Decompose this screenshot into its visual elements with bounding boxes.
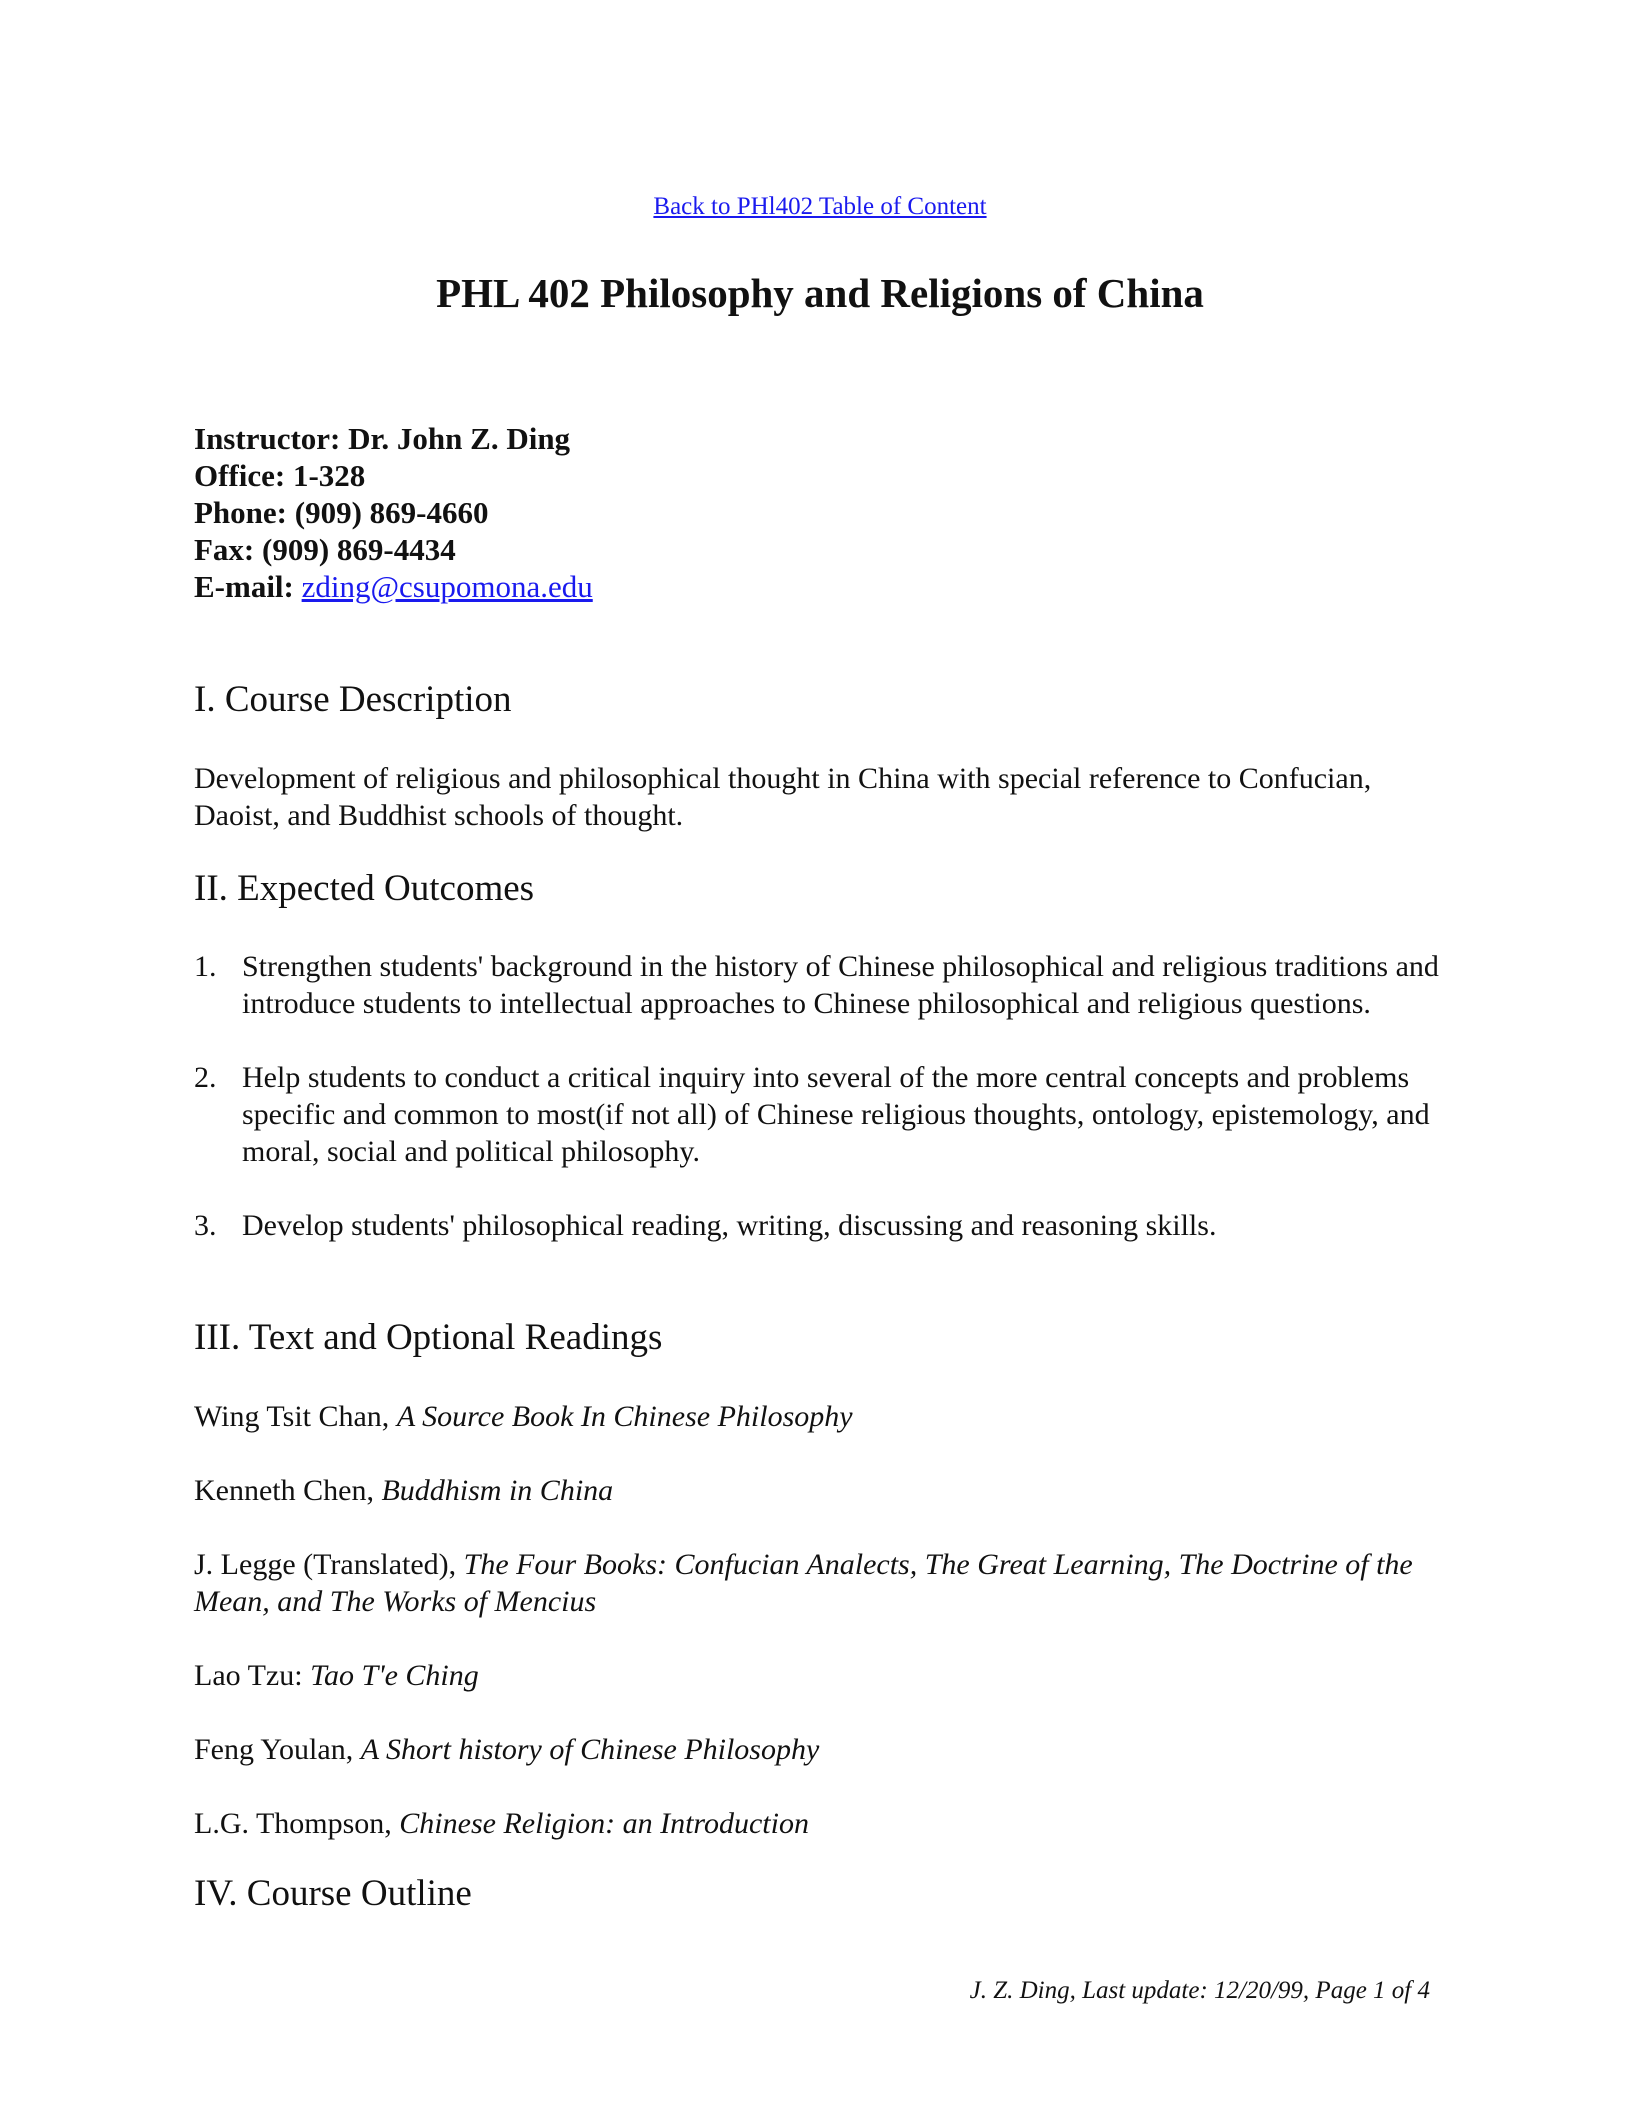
reading-item bbox=[194, 1398, 1454, 1435]
phone-line: Phone: (909) 869-4660 bbox=[194, 495, 489, 530]
list-item-number: 2. bbox=[194, 1061, 217, 1094]
section-heading-readings: III. Text and Optional Readings bbox=[194, 1317, 663, 1358]
reading-author: Feng Youlan, bbox=[194, 1733, 361, 1766]
list-item bbox=[194, 1207, 1454, 1244]
list-item-text: Strengthen students' background in the history of Chinese philosophical and religious traditions and introduce students to intellectual approaches to Chinese philosophical and religious questions. bbox=[242, 950, 1439, 1020]
email-link[interactable]: zding@csupomona.edu bbox=[301, 569, 593, 604]
reading-author: J. Legge (Translated), bbox=[194, 1548, 464, 1581]
page-title: PHL 402 Philosophy and Religions of China bbox=[436, 270, 1204, 316]
reading-item bbox=[194, 1546, 1454, 1620]
reading-author: Wing Tsit Chan, bbox=[194, 1400, 397, 1433]
list-item bbox=[194, 1059, 1454, 1170]
back-to-toc-link[interactable]: Back to PHl402 Table of Content bbox=[653, 193, 987, 220]
reading-title: The Four Books: Confucian Analects, The Great Learning, The Doctrine of the Mean, and The Works of Mencius bbox=[194, 1548, 1413, 1618]
email-label: E-mail: bbox=[194, 569, 294, 604]
section-heading-course-description: I. Course Description bbox=[194, 679, 512, 720]
reading-item bbox=[194, 1731, 1454, 1768]
reading-title: A Source Book In Chinese Philosophy bbox=[396, 1400, 853, 1433]
course-description-text: Development of religious and philosophical thought in China with special reference to Confucian, Daoist, and Buddhist schools of thought. bbox=[194, 762, 1372, 832]
email-line bbox=[194, 568, 1454, 605]
reading-author: Kenneth Chen, bbox=[194, 1474, 382, 1507]
instructor-line: Instructor: Dr. John Z. Ding bbox=[194, 421, 571, 456]
outcomes-list bbox=[194, 948, 1454, 1281]
back-link-container bbox=[0, 192, 1640, 222]
readings-list bbox=[194, 1398, 1454, 1879]
reading-title: Buddhism in China bbox=[381, 1474, 614, 1507]
reading-title: Chinese Religion: an Introduction bbox=[399, 1807, 809, 1840]
page-footer: J. Z. Ding, Last update: 12/20/99, Page 1 of 4 bbox=[969, 1977, 1430, 2004]
reading-item bbox=[194, 1657, 1454, 1694]
list-item-text: Develop students' philosophical reading, writing, discussing and reasoning skills. bbox=[242, 1209, 1217, 1242]
section-heading-course-outline: IV. Course Outline bbox=[194, 1873, 472, 1914]
reading-title: Tao T'e Ching bbox=[310, 1659, 479, 1692]
list-item bbox=[194, 948, 1454, 1022]
office-line: Office: 1-328 bbox=[194, 458, 366, 493]
fax-line: Fax: (909) 869-4434 bbox=[194, 532, 456, 567]
list-item-number: 1. bbox=[194, 950, 217, 983]
section-heading-expected-outcomes: II. Expected Outcomes bbox=[194, 868, 535, 909]
reading-item bbox=[194, 1472, 1454, 1509]
reading-author: Lao Tzu: bbox=[194, 1659, 311, 1692]
reading-title: A Short history of Chinese Philosophy bbox=[360, 1733, 820, 1766]
list-item-number: 3. bbox=[194, 1209, 217, 1242]
reading-item bbox=[194, 1805, 1454, 1842]
reading-author: L.G. Thompson, bbox=[194, 1807, 400, 1840]
instructor-info bbox=[194, 420, 1454, 605]
list-item-text: Help students to conduct a critical inquiry into several of the more central concepts and problems specific and common to most(if not all) of Chinese religious thoughts, ontology, epistemology, and moral, social and political philosophy. bbox=[242, 1061, 1430, 1168]
